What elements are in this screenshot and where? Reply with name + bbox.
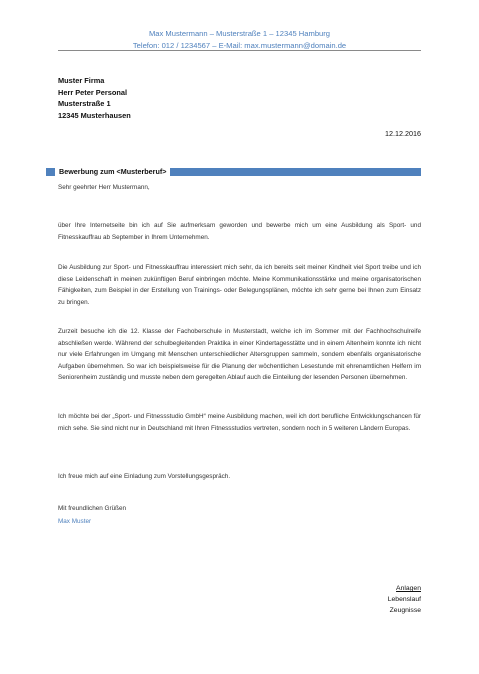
closing: Mit freundlichen Grüßen — [58, 505, 127, 512]
attachment-item: Lebenslauf — [387, 595, 421, 603]
body-paragraph-2: Die Ausbildung zur Sport- und Fitnesskauffrau interessiert mich sehr, da ich bereits seit meiner Kindheit viel Sport treibe und ich diese Leidenschaft in meinen zukünftigen Beruf einbringen möchte. Meine Kommunikationsstärke und meine organisatorischen Fähigkeiten, zum Beispiel in der Erstellung von Trainings- oder Belegungsplänen, möchte ich sehr gerne bei Ihnen zum Einsatz zu bringen. — [58, 264, 421, 306]
recipient-street: Musterstraße 1 — [58, 99, 111, 108]
body-paragraph-5: Ich freue mich auf eine Einladung zum Vorstellungsgespräch. — [58, 473, 231, 480]
recipient-city: 12345 Musterhausen — [58, 110, 131, 120]
body-paragraph-3: Zurzeit besuche ich die 12. Klasse der Fachoberschule in Musterstadt, welche ich im Sommer mit der Fachhochschulreife abschließen werde. Während der schulbegleitenden Praktika in einer Kindertagesstätte und in einem Altenheim konnte ich nicht nur viele Erfahrungen im Umgang mit Menschen unterschiedlicher Altersgruppen sammeln, sondern ebenfalls organisatorische Aufgaben übernehmen. So war ich beispielsweise für die Planung der wöchentlichen Lesestunde mit ehrenamtlichen Helfern im Seniorenheim zuständig und musste neben dem geregelten Ablauf auch die Einteilung der lesenden Personen übernehmen. — [58, 328, 421, 381]
body-paragraph-4: Ich möchte bei der „Sport- und Fitnessstudio GmbH“ meine Ausbildung machen, weil ich dort berufliche Entwicklungschancen für mich sehe. Sie sind nicht nur in Deutschland mit Ihren Fitnessstudios vertreten, sondern noch in 5 weiteren Ländern Europas. — [58, 413, 421, 432]
letter-date: 12.12.2016 — [385, 129, 421, 138]
subject-line: Bewerbung zum <Musterberuf> — [55, 166, 170, 178]
attachments-list — [388, 584, 421, 616]
attachment-item: Zeugnisse — [389, 606, 421, 614]
header-divider — [58, 50, 421, 51]
sender-header — [0, 28, 479, 52]
recipient-person: Herr Peter Personal — [58, 87, 128, 97]
body-paragraph-1: über Ihre Internetseite bin ich auf Sie aufmerksam geworden und bewerbe mich um eine Ausbildung als Sport- und Fitnesskauffrau ab September in Ihrem Unternehmen. — [58, 222, 421, 241]
salutation: Sehr geehrter Herr Mustermann, — [58, 184, 150, 191]
sender-contact-line: Telefon: 012 / 1234567 – E-Mail: max.mustermann@domain.de — [132, 41, 347, 50]
recipient-address — [58, 75, 131, 121]
attachments-title: Anlagen — [396, 585, 421, 592]
recipient-company: Muster Firma — [58, 76, 105, 85]
signature: Max Muster — [58, 518, 92, 525]
sender-address-line: Max Mustermann – Musterstraße 1 – 12345 Hamburg — [148, 29, 331, 38]
